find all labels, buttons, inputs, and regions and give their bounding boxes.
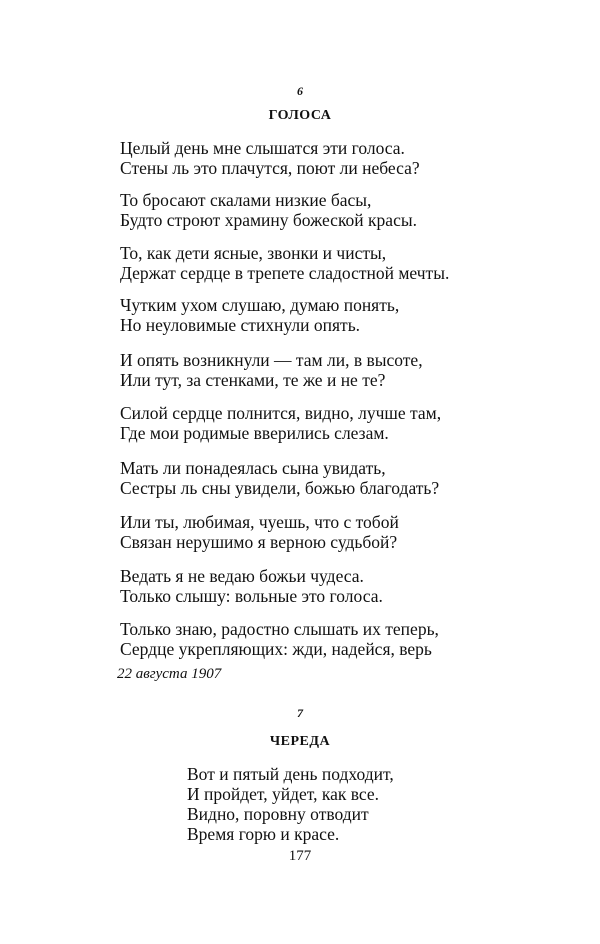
stanza-poem-7 bbox=[187, 764, 487, 844]
verse-line: Целый день мне слышатся эти голоса. bbox=[120, 138, 405, 158]
verse-line: Силой сердце полнится, видно, лучше там, bbox=[120, 403, 442, 423]
verse-line: Стены ль это плачутся, поют ли небеса? bbox=[120, 158, 420, 178]
verse-line: И пройдет, уйдет, как все. bbox=[187, 784, 380, 804]
stanza-2 bbox=[120, 190, 560, 230]
verse-line: Время горю и красе. bbox=[187, 824, 340, 844]
verse-line: Чутким ухом слушаю, думаю понять, bbox=[120, 295, 400, 315]
verse-line: Мать ли понадеялась сына увидать, bbox=[120, 458, 386, 478]
verse-line: Будто строют храмину божеской красы. bbox=[120, 210, 417, 230]
verse-line: Только знаю, радостно слышать их теперь, bbox=[120, 619, 439, 639]
stanza-5 bbox=[120, 350, 560, 390]
verse-line: Или ты, любимая, чуешь, что с тобой bbox=[120, 512, 399, 532]
verse-line: Держат сердце в трепете сладостной мечты. bbox=[120, 263, 450, 283]
poem-6-title: ГОЛОСА bbox=[268, 108, 332, 123]
poem-date: 22 августа 1907 bbox=[117, 666, 222, 682]
stanza-9 bbox=[120, 566, 560, 606]
verse-line: Сердце укрепляющих: жди, надейся, верь bbox=[120, 639, 432, 659]
verse-line: Только слышу: вольные это голоса. bbox=[120, 586, 383, 606]
poem-7-title: ЧЕРЕДА bbox=[269, 734, 331, 749]
verse-line: Связан нерушимо я верною судьбой? bbox=[120, 532, 398, 552]
verse-line: Ведать я не ведаю божьи чудеса. bbox=[120, 566, 364, 586]
poem-6-number: 6 bbox=[297, 84, 303, 98]
stanza-4 bbox=[120, 295, 560, 335]
stanza-3 bbox=[120, 243, 560, 283]
stanza-10 bbox=[120, 619, 560, 659]
verse-line: Но неуловимые стихнули опять. bbox=[120, 315, 361, 335]
stanza-7 bbox=[120, 458, 560, 498]
verse-line: Видно, поровну отводит bbox=[187, 804, 369, 824]
poem-7-number: 7 bbox=[297, 706, 303, 720]
verse-line: Сестры ль сны увидели, божью благодать? bbox=[120, 478, 440, 498]
verse-line: То, как дети ясные, звонки и чисты, bbox=[120, 243, 387, 263]
verse-line: Или тут, за стенками, те же и не те? bbox=[120, 370, 386, 390]
verse-line: То бросают скалами низкие басы, bbox=[120, 190, 372, 210]
verse-line: Где мои родимые вверились слезам. bbox=[120, 423, 389, 443]
page-number: 177 bbox=[288, 848, 312, 864]
stanza-1 bbox=[120, 138, 560, 178]
stanza-8 bbox=[120, 512, 560, 552]
verse-line: И опять возникнули — там ли, в высоте, bbox=[120, 350, 423, 370]
verse-line: Вот и пятый день подходит, bbox=[187, 764, 394, 784]
stanza-6 bbox=[120, 403, 560, 443]
